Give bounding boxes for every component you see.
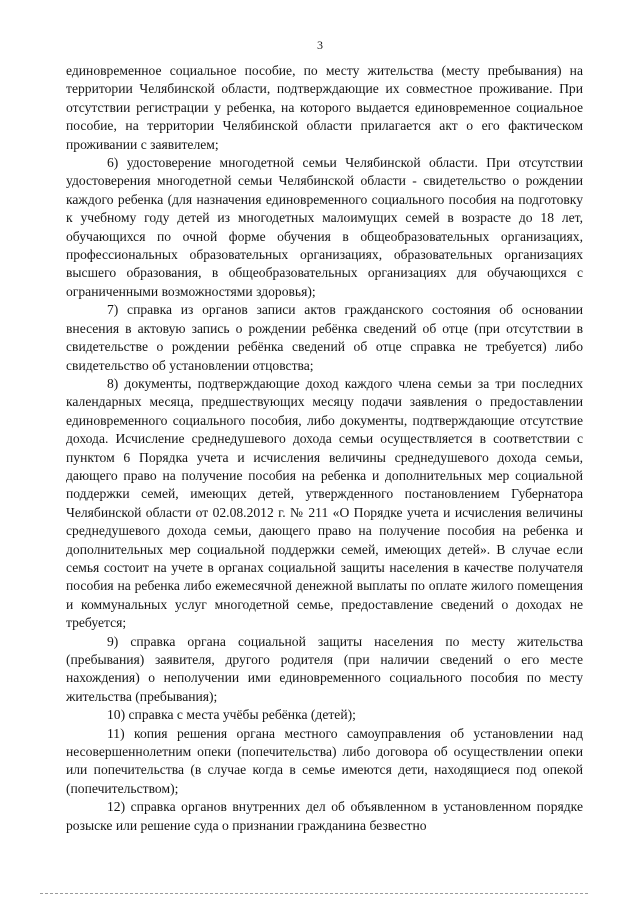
document-body [66, 62, 583, 835]
paragraph-continuation: единовременное социальное пособие, по месту жительства (месту пребывания) на территории Челябинской области, подтверждающие их совместное проживание. При отсутствии регистрации у ребенка, на которого выдается единовременное социальное пособие, на территории Челябинской области прилагается акт о его фактическом проживании с заявителем; [66, 63, 583, 152]
page-number: 3 [317, 38, 323, 52]
paragraph-item-7: 7) справка из органов записи актов гражданского состояния об основании внесения в актовую запись о рождении ребёнка сведений об отце (при отсутствии в свидетельстве о рождении ребёнка сведений об отце справка не требуется) либо свидетельство об установлении отцовства; [66, 302, 583, 373]
paragraph-item-6: 6) удостоверение многодетной семьи Челябинской области. При отсутствии удостоверения многодетной семьи Челябинской области - свидетельство о рождении каждого ребенка (для назначения единовременного социального пособия на подготовку к учебному году детей из многодетных малоимущих семей в возрасте до 18 лет, обучающихся по очной форме обучения в общеобразовательных организациях, профессиональных образовательных организациях, образовательных организациях высшего образования, в общеобразовательных организациях для обучающихся с ограниченными возможностями здоровья); [66, 155, 583, 299]
paragraph-item-9: 9) справка органа социальной защиты населения по месту жительства (пребывания) заявителя, другого родителя (при наличии сведений о его месте нахождения) о неполучении ими единовременного социального пособия по месту жительства (пребывания); [66, 633, 583, 704]
paragraph-item-8: 8) документы, подтверждающие доход каждого члена семьи за три последних календарных месяца, предшествующих месяцу подачи заявления о предоставлении единовременного социального пособия, либо документы, подтверждающие отсутствие дохода. Исчисление среднедушевого дохода семьи осуществляется в соответствии с пунктом 6 Порядка учета и исчисления величины среднедушевого дохода семьи, дающего право на получение пособия на ребенка и дополнительных мер социальной поддержки семей, имеющих детей, утвержденного постановлением Губернатора Челябинской области от 02.08.2012 г. № 211 «О Порядке учета и исчисления величины среднедушевого дохода семьи, дающего право на получение пособия на ребенка и дополнительных мер социальной поддержки семей, имеющих детей». В случае если семья состоит на учете в органах социальной защиты населения в качестве получателя пособия на ребенка либо ежемесячной денежной выплаты по оплате жилого помещения и коммунальных услуг многодетной семье, предоставление сведений о доходах не требуется; [66, 375, 583, 631]
paragraph-item-10: 10) справка с места учёбы ребёнка (детей); [107, 707, 356, 723]
paragraph-item-12: 12) справка органов внутренних дел об объявленном в установленном порядке розыске или решение суда о признании гражданина безвестно [66, 799, 583, 833]
paragraph-item-11: 11) копия решения органа местного самоуправления об установлении над несовершеннолетним опеки (попечительства) либо договора об осуществлении опеки или попечительства (в случае когда в семье имеются дети, находящиеся под опекой (попечительством); [66, 725, 583, 796]
bottom-divider [40, 893, 588, 894]
